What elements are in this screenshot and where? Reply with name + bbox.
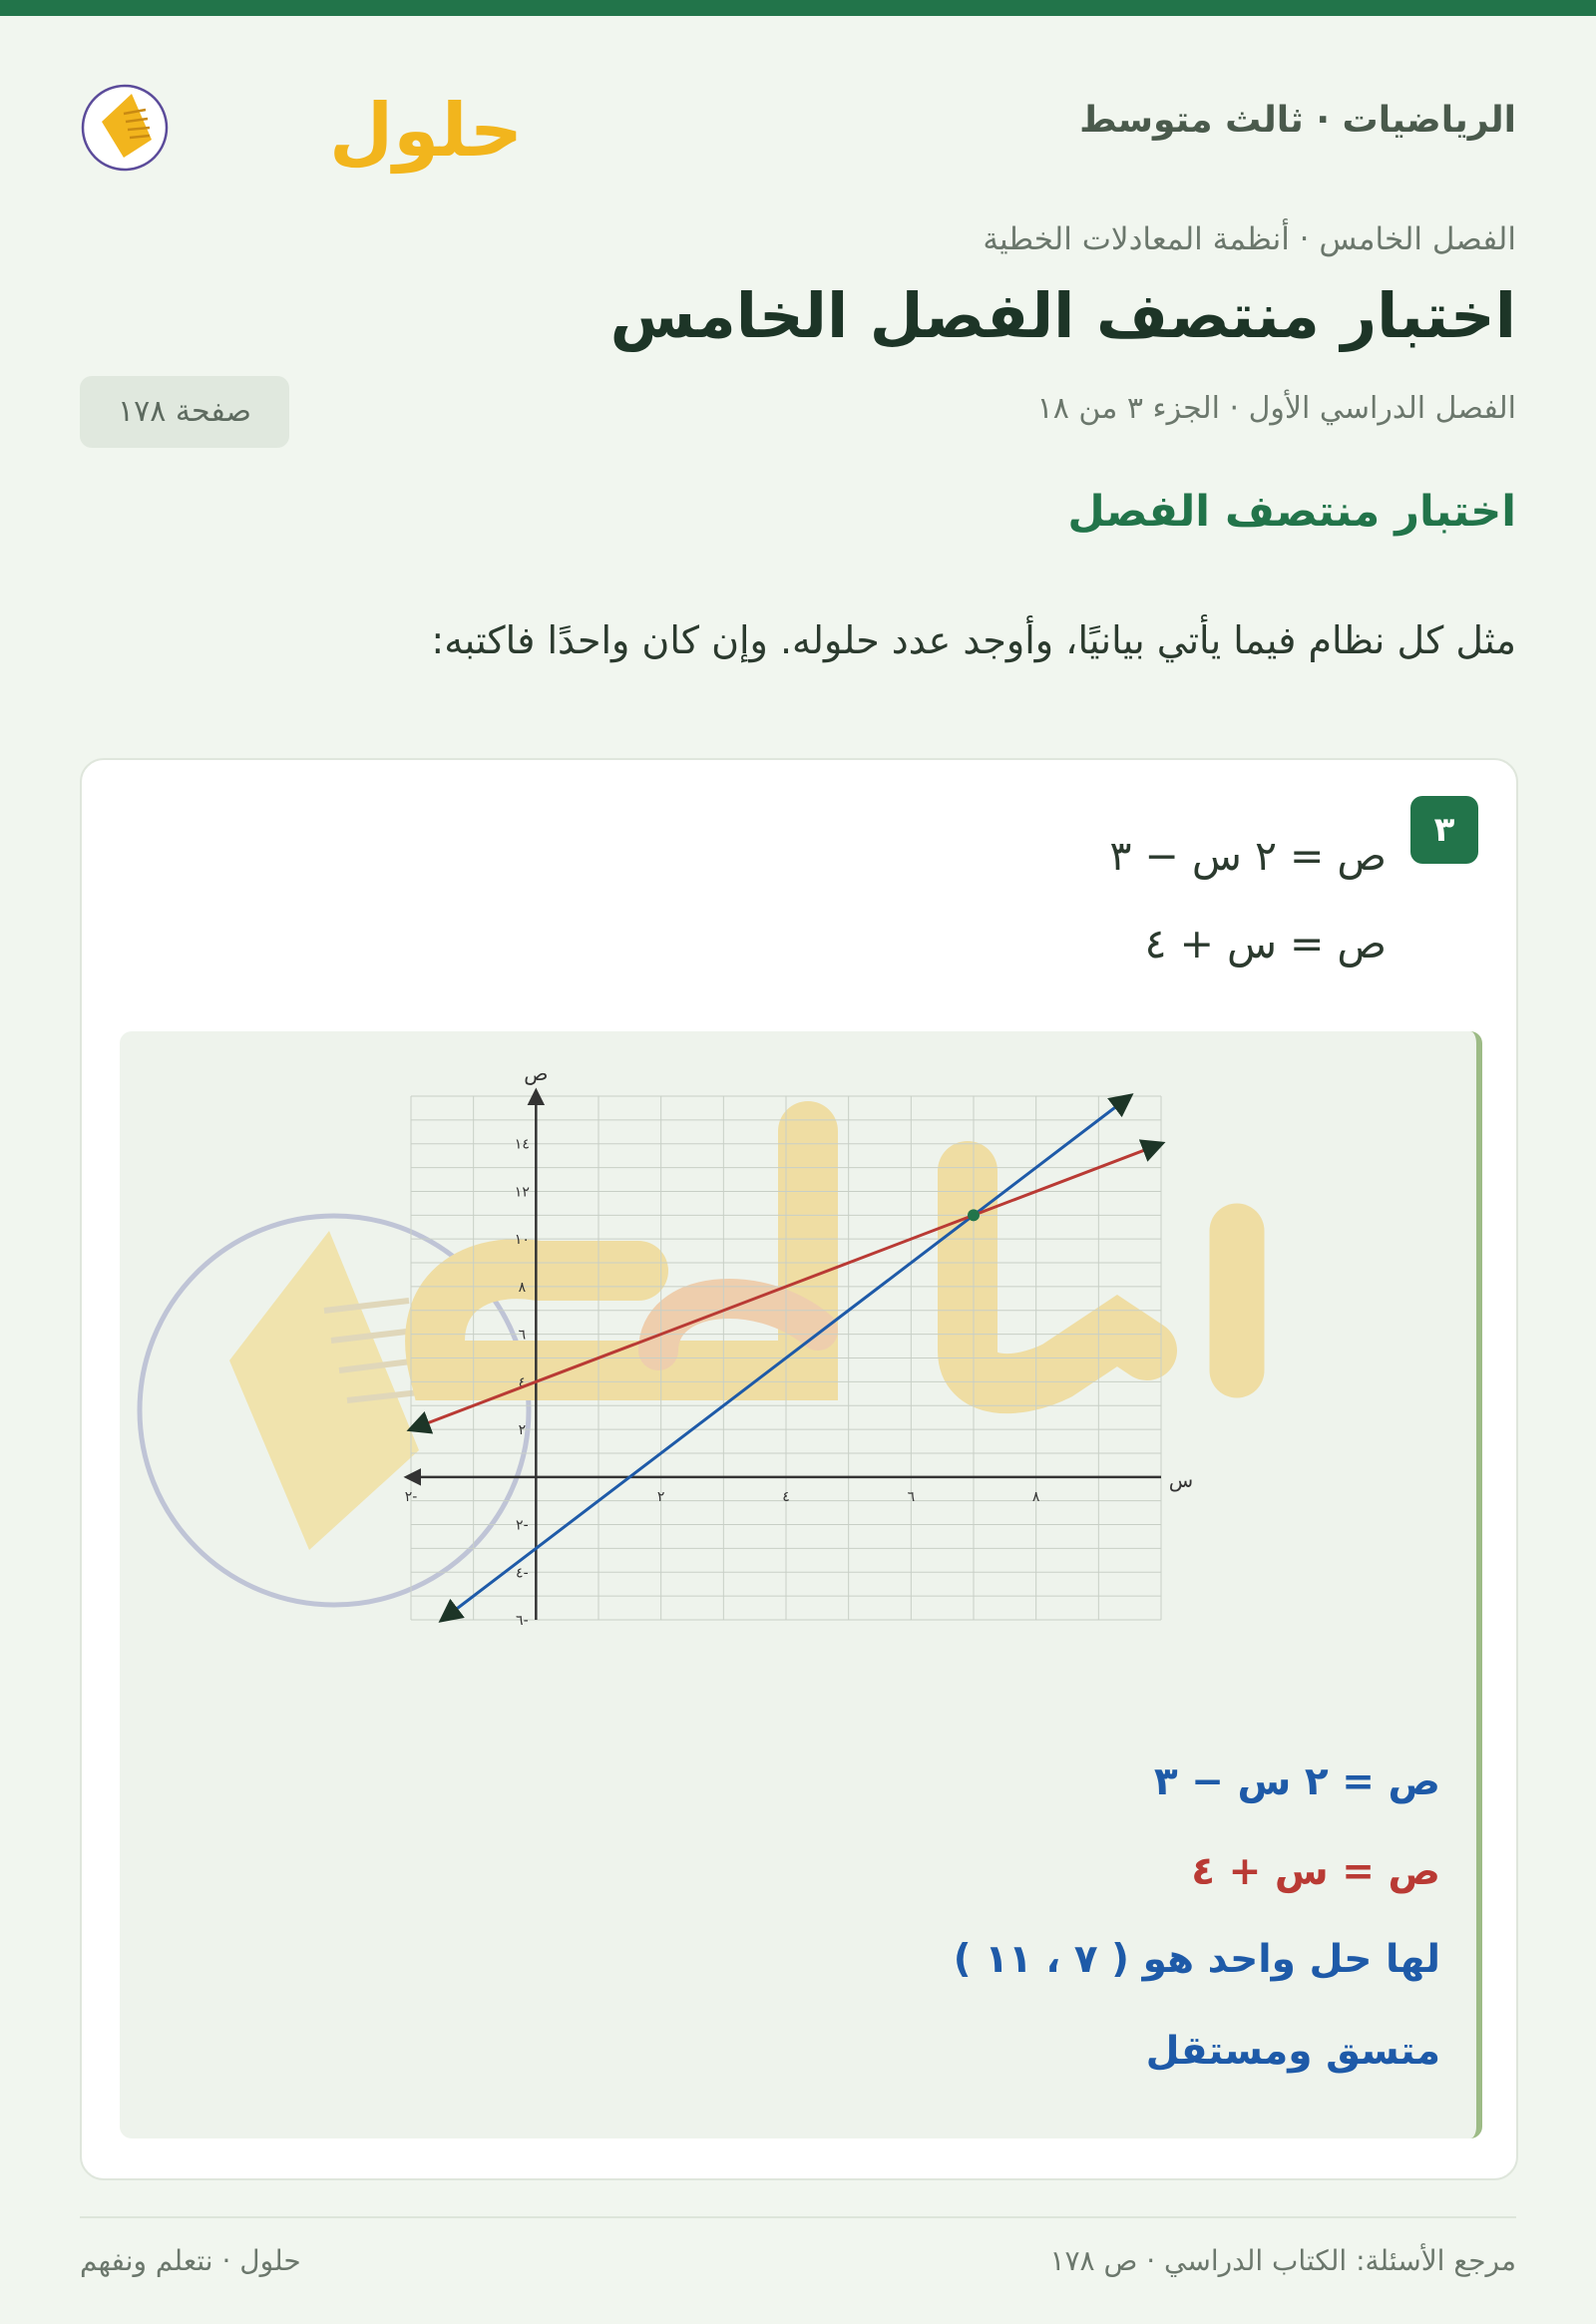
x-tick-label: ٨ — [1031, 1488, 1040, 1505]
answer-equation-red: ص = س + ٤ — [1191, 1849, 1440, 1894]
answer-classification: متسق ومستقل — [1145, 2029, 1440, 2074]
footer-reference: مرجع الأسئلة: الكتاب الدراسي · ص ١٧٨ — [1049, 2244, 1516, 2277]
y-axis-label: ص — [524, 1061, 549, 1085]
x-tick-label: ٦ — [907, 1488, 916, 1505]
y-tick-label: ٨ — [518, 1279, 527, 1296]
top-accent-bar — [0, 0, 1596, 16]
y-tick-label: ٢ — [518, 1422, 527, 1439]
brand-name: حلول — [329, 88, 524, 174]
x-axis-label: س — [1168, 1467, 1194, 1492]
logo-icon — [80, 64, 524, 174]
page-title: اختبار منتصف الفصل الخامس — [609, 279, 1516, 352]
footer-tagline: حلول · نتعلم ونفهم — [80, 2244, 301, 2277]
y-tick-label: ٦ — [518, 1327, 527, 1344]
y-tick-label: -٢ — [516, 1517, 529, 1534]
solution-panel — [120, 1031, 1482, 2138]
y-tick-label: -٤ — [516, 1565, 529, 1582]
graph-chart — [120, 1031, 1470, 1690]
instruction-text: مثل كل نظام فيما يأتي بيانيًا، وأوجد عدد حلوله. وإن كان واحدًا فاكتبه: — [431, 618, 1516, 662]
x-tick-label: -٢ — [404, 1488, 418, 1505]
y-tick-label: ١٠ — [514, 1232, 530, 1249]
breadcrumb[interactable]: الفصل الخامس · أنظمة المعادلات الخطية — [983, 221, 1516, 257]
semester-part-label: الفصل الدراسي الأول · الجزء ٣ من ١٨ — [1036, 391, 1516, 426]
question-number-badge: ٣ — [1410, 796, 1478, 864]
y-tick-label: ١٤ — [514, 1136, 530, 1153]
footer-divider — [80, 2216, 1516, 2218]
page-header — [80, 64, 1516, 174]
equation-2: ص = س + ٤ — [1144, 920, 1387, 968]
y-tick-label: ٤ — [518, 1374, 527, 1391]
y-tick-label: ١٢ — [514, 1184, 530, 1201]
y-tick-label: -٦ — [516, 1613, 529, 1629]
intersection-point — [968, 1209, 980, 1221]
brand-logo[interactable] — [80, 64, 524, 174]
section-title: اختبار منتصف الفصل — [1067, 487, 1516, 537]
subject-grade-label: الرياضيات · ثالث متوسط — [1079, 100, 1516, 141]
answer-equation-blue: ص = ٢ س − ٣ — [1153, 1759, 1440, 1804]
answer-solution-statement: لها حل واحد هو ( ٧ ، ١١ ) — [953, 1937, 1440, 1982]
graph-points — [968, 1209, 980, 1221]
x-tick-label: ٤ — [782, 1488, 790, 1505]
watermark-logo — [140, 1131, 1237, 1605]
page-number-badge: صفحة ١٧٨ — [80, 376, 289, 448]
equation-1: ص = ٢ س − ٣ — [1109, 832, 1387, 880]
x-tick-label: ٢ — [656, 1488, 665, 1505]
question-card — [80, 758, 1518, 2180]
